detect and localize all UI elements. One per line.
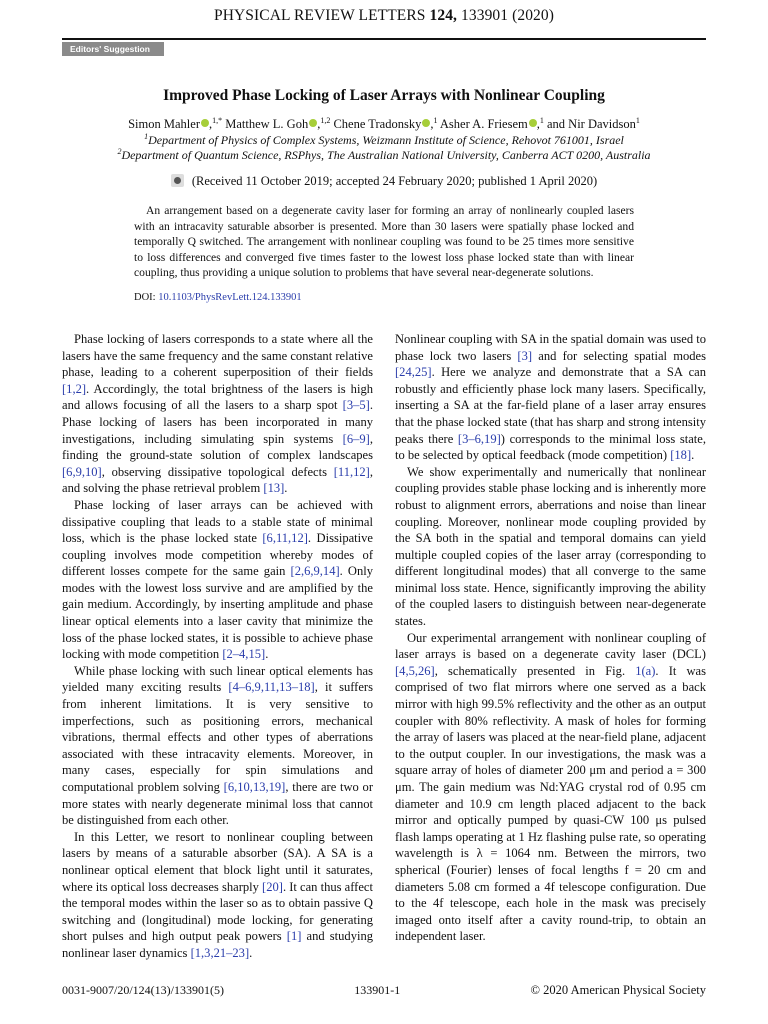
doi-label: DOI: <box>134 291 156 303</box>
volume: 124, <box>429 7 458 24</box>
affiliation-1 <box>62 133 706 148</box>
citation-link[interactable]: [20] <box>262 879 283 894</box>
body-paragraph <box>62 497 373 663</box>
affiliation-text: Department of Physics of Complex Systems, Weizmann Institute of Science, Rehovot 761001, Israel <box>148 133 624 147</box>
citation-link[interactable]: [4–6,9,11,13–18] <box>228 680 315 695</box>
body-text: . Phase locking of lasers has been incorporated in many investigations, including simulating spin systems <box>62 398 373 446</box>
affiliation-sup: 1 <box>144 132 149 141</box>
body-text: . Here we analyze and demonstrate that a SA can robustly and efficiently phase lock many lasers. Specifically, inserting a SA at the far-field plane of a laser array ensures that the phase locked state (that has sharp and strong intensity peaks there <box>395 365 706 446</box>
body-text: . It was comprised of two flat mirrors where one served as a back mirror with high 99.5% reflectivity and the other as an output coupler with 80% reflectivity. A mask of holes for forming the array of lasers was placed at the near-field plane, adjacent to the output coupler. In our investigations, the mask was a square array of holes of diameter 200 μm and period a = 300 μm. The gain medium was Nd:YAG crystal rod of 0.95 cm diameter and 10.9 cm length placed adjacent to the back mirror and optically pumped by quasi-CW 100 μs pulsed flash lamps operating at 1 Hz flashing pulse rate, so operating wavelength is λ = 1064 nm. Between the mirrors, two spherical (Fourier) lenses of focal lengths f = 20 cm and diameters 5.08 cm formed a 4f telescope configuration. Due to the 4f telescope, each hole in the mask was precisely imaged onto itself after a cavity round-trip, to obtain an independent laser. <box>395 663 706 944</box>
footer-copyright: © 2020 American Physical Society <box>530 982 706 997</box>
body-text: , it suffers from inherent limitations. It is very sensitive to imperfections, such as positioning errors, mechanical vibrations, thermal effects and other types of aberrations associated with these intracavity elements. Moreover, in many cases, especially for spin simulations and computational problem solving <box>62 680 373 794</box>
orcid-icon[interactable] <box>529 119 537 127</box>
citation-link[interactable]: [1] <box>286 929 302 944</box>
author-list: Simon Mahler ,$^{1,*}$ Matthew L. Goh ,$^{1,2}$ Chene Tradonsky ,$^1$ Asher A. Friesem ,$^1$ and Nir Davidson$^1$ <box>128 115 640 131</box>
article-number: 133901 (2020) <box>461 7 555 24</box>
body-text: . <box>265 647 269 662</box>
body-text: Nonlinear coupling with SA in the spatial domain was used to phase lock two lasers <box>395 331 706 363</box>
author-affiliation-sup: 1 <box>539 115 544 125</box>
author-and: and <box>546 117 566 131</box>
crossmark-icon[interactable] <box>171 174 184 187</box>
doi-link[interactable]: 10.1103/PhysRevLett.124.133901 <box>158 291 302 303</box>
body-text: , there are two or more states with nearly degenerate minimal loss that cannot be distinguished from each other. <box>62 780 373 828</box>
author-name: Chene Tradonsky <box>333 117 422 131</box>
body-paragraph <box>62 829 373 962</box>
body-text: Our experimental arrangement with nonlinear coupling of laser arrays is based on a degenerate cavity laser (DCL) <box>395 630 706 662</box>
body-text: . It can thus affect the temporal modes within the laser so as to obtain passive Q switching and (longitudinal) mode locking, for generating short pulses and high output peak powers <box>62 879 373 944</box>
citation-link[interactable]: [2–4,15] <box>222 647 266 662</box>
body-text: Phase locking of laser arrays can be achieved with dissipative coupling that leads to a stable state of minimal loss, which is the phase locked state <box>62 497 373 546</box>
author-affiliation-sup: 1 <box>635 115 640 125</box>
body-columns <box>62 331 706 962</box>
body-text: , finding the ground-state solution of complex landscapes <box>62 431 373 463</box>
orcid-icon[interactable] <box>309 119 317 127</box>
citation-link[interactable]: [24,25] <box>395 365 432 380</box>
body-text: Phase locking of lasers corresponds to a state where all the lasers have the same frequency and the same constant relative phase, leading to a coherent superposition of their fields <box>62 331 373 380</box>
citation-link[interactable]: [6,11,12] <box>262 531 308 546</box>
body-text: and for selecting spatial modes <box>532 348 706 363</box>
citation-link[interactable]: 1(a) <box>635 663 656 678</box>
body-text: ) corresponds to the minimal loss state, to be selected by optical feedback (mode competition) <box>395 431 706 463</box>
author-affiliation-sup: 1,2 <box>320 115 331 125</box>
citation-link[interactable]: [3] <box>517 348 533 363</box>
orcid-icon[interactable] <box>201 119 209 127</box>
author-name: Matthew L. Goh <box>225 117 309 131</box>
citation-link[interactable]: [1,2] <box>62 381 87 396</box>
citation-link[interactable]: [13] <box>263 481 285 496</box>
body-text: While phase locking with such linear optical elements has yielded many exciting results <box>62 663 373 695</box>
body-text: , schematically presented in Fig. <box>434 663 636 678</box>
citation-link[interactable]: [4,5,26] <box>395 663 435 678</box>
affiliation-sup: 2 <box>117 147 122 156</box>
doi <box>134 291 706 305</box>
citation-link[interactable]: [3–5] <box>342 398 370 413</box>
body-text: We show experimentally and numerically that nonlinear coupling provides stable phase locking and is inherently more robust to alignment errors, aberrations and noise than linear coupling. Moreover, nonlinear mode coupling provided by the SA both in the spatial and temporal domains can yield multiple coupled copies of the laser array (corresponding to different longitudinal modes) that all converge to the same minimal loss state. Hence, significantly improving the ability of the coupled lasers to distinguish between near-degenerate states. <box>395 464 706 629</box>
body-text: . Dissipative coupling involves mode competition whereby modes of different losses compete for the same gain <box>62 531 373 579</box>
body-paragraph <box>62 663 373 829</box>
abstract: An arrangement based on a degenerate cavity laser for forming an array of nonlinearly coupled lasers with an intracavity saturable absorber is presented. More than 30 lasers were spatially phase locked and temporally Q switched. The arrangement with nonlinear coupling was found to be 25 times more sensitive to loss differences and converged five times faster to the lowest loss phase locked state than with linear coupling, thus providing a unique solution to problems that have several near-degenerate solutions. <box>134 204 634 280</box>
footer-page-number: 133901-1 <box>354 982 401 997</box>
affiliation-2 <box>62 148 706 163</box>
page-footer <box>62 982 706 998</box>
editors-suggestion-badge[interactable]: Editors' Suggestion <box>62 42 164 56</box>
body-paragraph <box>62 331 373 497</box>
citation-link[interactable]: [1,3,21–23] <box>190 945 250 960</box>
body-text: . <box>284 481 288 496</box>
journal-header <box>62 6 706 26</box>
citation-link[interactable]: [3–6,19] <box>457 431 501 446</box>
body-text: . <box>691 448 695 463</box>
affiliation-text: Department of Quantum Science, RSPhys, The Australian National University, Canberra ACT 0200, Australia <box>121 148 651 162</box>
citation-link[interactable]: [2,6,9,14] <box>290 564 340 579</box>
citation-link[interactable]: [18] <box>670 448 692 463</box>
body-column-left <box>62 331 373 962</box>
author-affiliation-sup: 1 <box>433 115 438 125</box>
citation-link[interactable]: [11,12] <box>333 464 370 479</box>
received-dates <box>62 173 706 189</box>
citation-link[interactable]: [6,10,13,19] <box>223 780 286 794</box>
body-column-right <box>395 331 706 962</box>
body-text: and studying nonlinear laser dynamics <box>62 929 373 960</box>
body-text: . <box>249 945 253 960</box>
author-name: Simon Mahler <box>128 117 200 131</box>
body-text: In this Letter, we resort to nonlinear coupling between lasers by means of a saturable absorber (SA). A SA is a nonlinear optical element that block light until it saturates, where its optical loss decreases sharply <box>62 829 373 894</box>
body-text: . Only modes with the lowest loss survive and are amplified by the gain medium. Accordingly, by inserting amplitude and phase linear optical elements into a laser cavity that minimize the loss of the phase locked states, it is possible to achieve phase locking with mode competition <box>62 564 373 662</box>
citation-link[interactable]: [6,9,10] <box>62 464 102 479</box>
journal-name: PHYSICAL REVIEW LETTERS <box>213 7 426 24</box>
header-rule <box>62 38 706 40</box>
author-affiliation-sup: 1,* <box>212 115 223 125</box>
body-text: , and solving the phase retrieval problem <box>62 464 373 496</box>
citation-link[interactable]: [6–9] <box>342 431 370 446</box>
footer-code: 0031-9007/20/124(13)/133901(5) <box>62 982 224 997</box>
body-paragraph <box>395 630 706 945</box>
body-text: . Accordingly, the total brightness of the lasers is high and allows focusing of all the lasers to a sharp spot <box>62 381 373 413</box>
author-name: Asher A. Friesem <box>439 117 528 131</box>
orcid-icon[interactable] <box>422 119 430 127</box>
author-name: Nir Davidson <box>568 117 636 131</box>
received-text: (Received 11 October 2019; accepted 24 February 2020; published 1 April 2020) <box>191 174 598 188</box>
paper-title: Improved Phase Locking of Laser Arrays with Nonlinear Coupling <box>163 87 605 104</box>
body-paragraph <box>395 331 706 464</box>
body-paragraph <box>395 464 706 630</box>
body-text: , observing dissipative topological defects <box>101 464 334 479</box>
